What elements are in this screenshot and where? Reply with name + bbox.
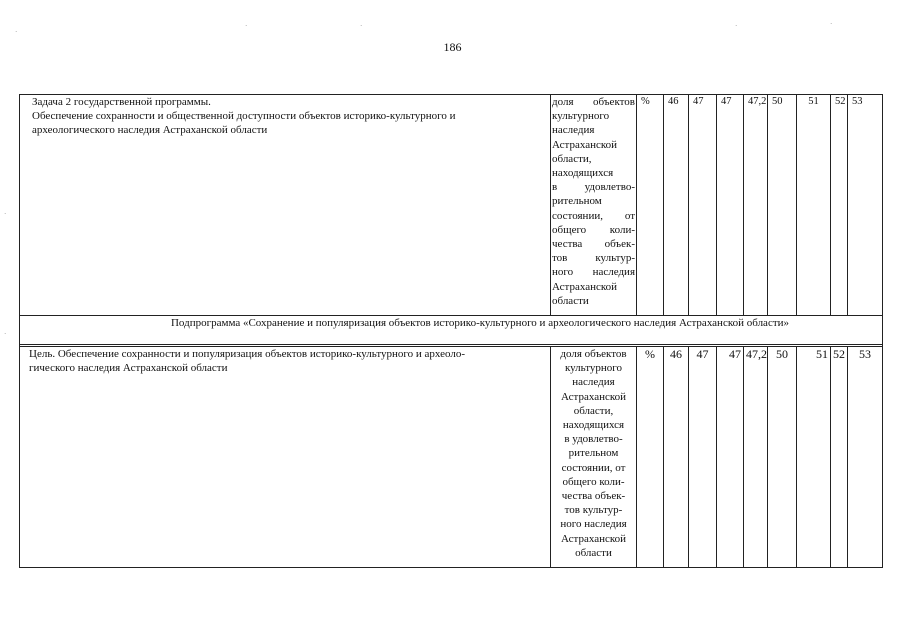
subprogram-heading: Подпрограмма «Сохранение и популяризация объектов историко-культурного и археологического наследия Астраханской области» (20, 316, 883, 345)
indicator-line: находящихся (562, 419, 625, 432)
indicator-line: рительном (568, 447, 619, 460)
value-cell: 50 (768, 95, 797, 316)
indicator-line: области, (573, 404, 614, 417)
scan-speck: · (15, 28, 18, 36)
scan-speck: · (245, 22, 248, 30)
task-cell (20, 95, 551, 316)
task-line: археологического наследия Астраханской области (32, 124, 268, 137)
indicator-line: Астраханской (552, 280, 618, 293)
indicator-line: находящихся (552, 167, 614, 180)
indicator-line: культурного (564, 362, 623, 375)
indicator-line: ного наследия (552, 266, 635, 279)
value-cell: 47 (689, 347, 717, 568)
value-cell: 47,2 (744, 95, 768, 316)
task-line: Обеспечение сохранности и общественной доступности объектов историко-культурного и (32, 110, 456, 123)
indicator-line: культурного (552, 110, 610, 123)
value-cell: 47 (717, 95, 744, 316)
scan-speck: · (4, 330, 7, 338)
indicator-line: в удовлетво- (552, 181, 635, 194)
value-cell: 51 (797, 95, 831, 316)
indicator-line: Астраханской (560, 390, 627, 403)
indicator-line: в удовлетво- (564, 433, 623, 446)
task-line: Задача 2 государственной программы. (32, 96, 211, 108)
unit-cell: % (637, 347, 664, 568)
indicator-line: общего коли- (552, 223, 635, 236)
scan-speck: · (830, 20, 833, 28)
value-cell: 53 (848, 347, 883, 568)
value-cell: 46 (664, 347, 689, 568)
indicator-line: наследия (572, 376, 615, 389)
indicator-line: состоянии, от (552, 209, 635, 222)
indicator-line: состоянии, от (561, 461, 626, 474)
indicator-line: рительном (552, 195, 602, 208)
scan-speck: · (360, 22, 363, 30)
subprogram-row (20, 316, 883, 345)
indicator-line: Астраханской (560, 532, 627, 545)
indicator-line: общего коли- (562, 475, 625, 488)
indicator-line: наследия (552, 124, 595, 137)
table-row (20, 95, 883, 316)
indicator-line: чества объек- (561, 490, 626, 503)
indicator-line: области, (552, 152, 592, 165)
value-cell: 46 (664, 95, 689, 316)
goal-line: гического наследия Астраханской области (29, 362, 228, 375)
value-cell: 52 (831, 347, 848, 568)
table-row (20, 347, 883, 568)
value-cell: 47 (689, 95, 717, 316)
page-number: 186 (443, 40, 462, 54)
indicator-line: Астраханской (552, 138, 618, 151)
scan-speck: · (4, 210, 7, 218)
indicator-line: области (552, 294, 589, 307)
value-cell: 47,2 (744, 347, 768, 568)
value-cell: 47 (717, 347, 744, 568)
goal-cell (20, 347, 551, 568)
indicator-cell (551, 347, 637, 568)
indicator-line: ного наследия (560, 518, 627, 531)
scan-speck: · (735, 22, 738, 30)
value-cell: 52 (831, 95, 848, 316)
value-cell: 51 (797, 347, 831, 568)
indicator-line: тов культур- (564, 504, 623, 517)
indicator-line: доля объектов (560, 348, 627, 360)
indicator-cell (551, 95, 637, 316)
indicator-line: чества объек- (552, 238, 635, 251)
indicator-line: тов культур- (552, 252, 635, 265)
indicators-table (19, 94, 883, 568)
indicator-line: доля объектов (552, 96, 635, 108)
value-cell: 53 (848, 95, 883, 316)
indicator-line: области (575, 546, 612, 559)
value-cell: 50 (768, 347, 797, 568)
unit-cell: % (637, 95, 664, 316)
goal-line: Цель. Обеспечение сохранности и популяризация объектов историко-культурного и археоло- (29, 348, 466, 360)
